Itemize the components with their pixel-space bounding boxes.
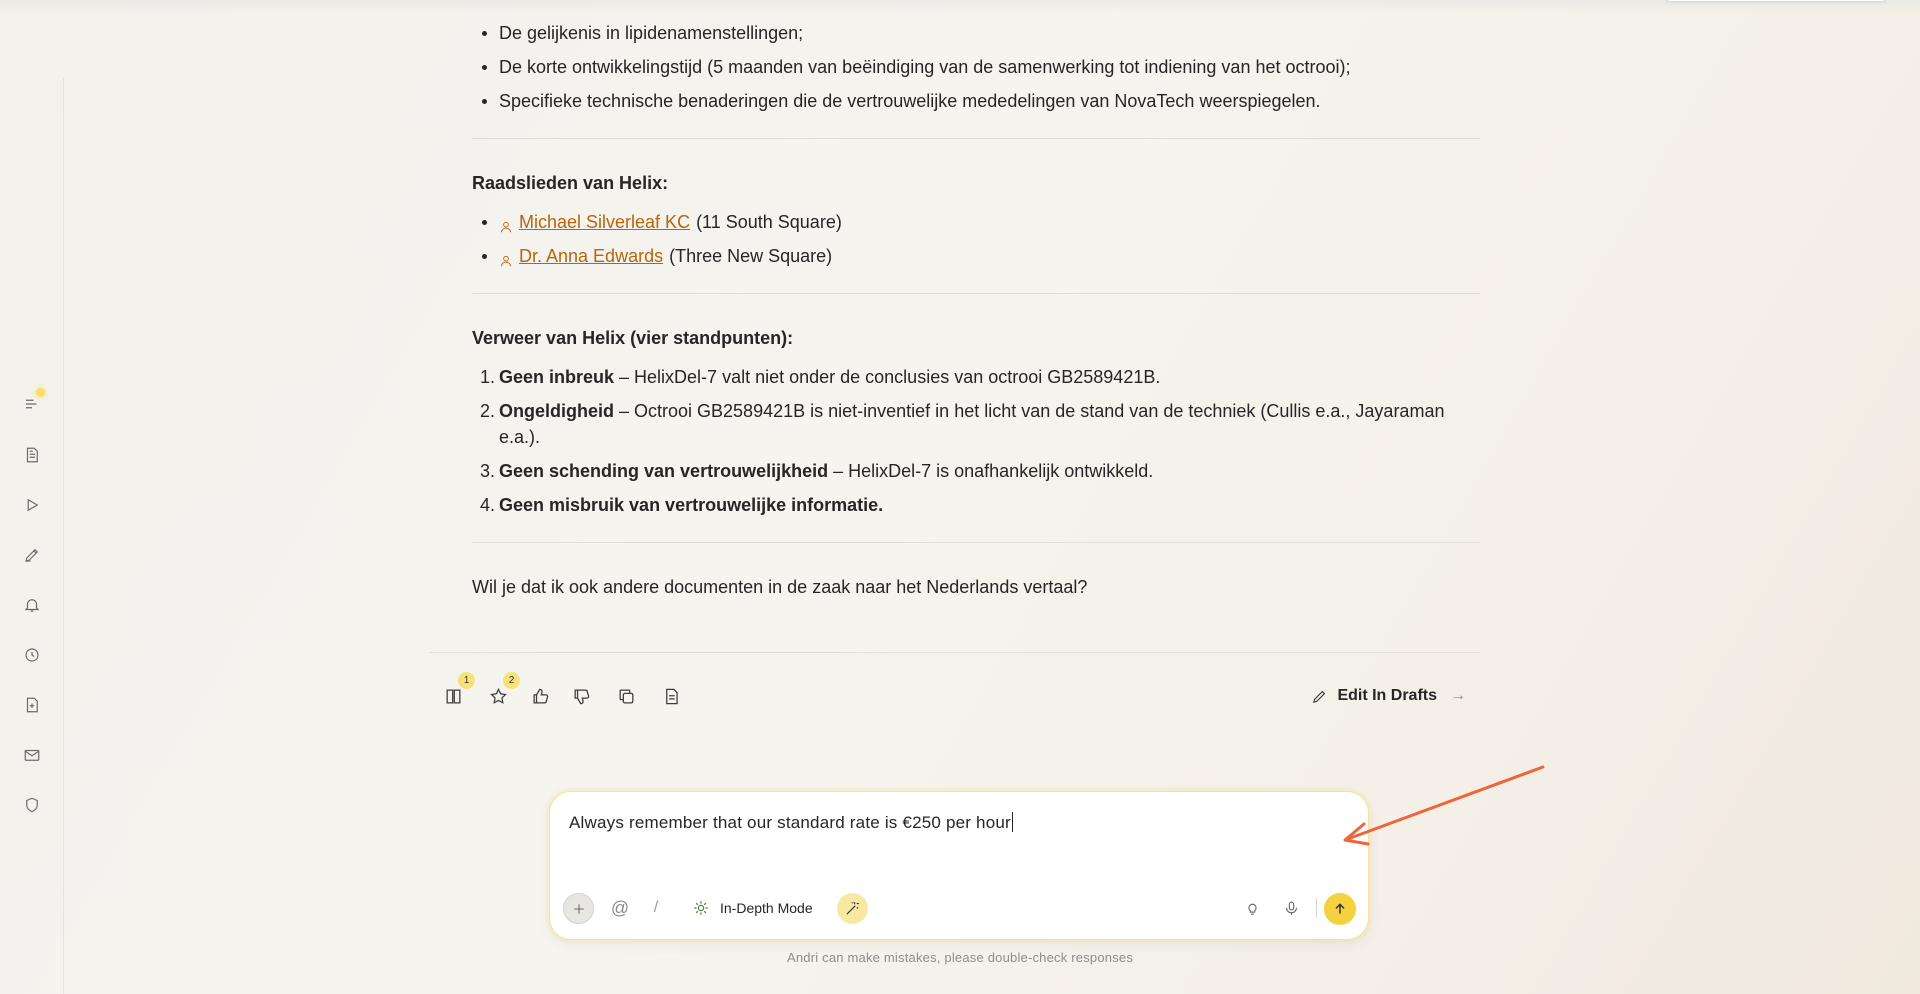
sidebar-history-icon[interactable] (20, 643, 44, 667)
counsel-link[interactable]: Dr. Anna Edwards (519, 246, 664, 266)
follow-up-question: Wil je dat ik ook andere documenten in de zaak naar het Nederlands vertaal? (472, 577, 1088, 597)
star-icon (489, 687, 508, 706)
counsel-item (472, 209, 1480, 235)
in-depth-mode-toggle[interactable] (692, 893, 813, 923)
edit-in-drafts-button[interactable] (1311, 683, 1466, 709)
voice-input-button[interactable] (1280, 893, 1302, 923)
message-actions (430, 652, 1480, 737)
counsel-list (472, 209, 1480, 269)
thumbs-down-icon (572, 687, 591, 706)
sidebar (0, 78, 64, 994)
book-icon (444, 687, 463, 706)
divider (472, 542, 1480, 543)
disclaimer: Andri can make mistakes, please double-check responses (786, 950, 1134, 965)
sidebar-add-file-icon[interactable] (20, 693, 44, 717)
enhance-prompt-button[interactable] (837, 893, 868, 924)
sidebar-shield-icon[interactable] (20, 793, 44, 817)
composer-input[interactable]: Always remember that our standard rate is €250 per hour (569, 813, 1011, 832)
thumbs-up-icon (531, 687, 550, 706)
message-composer[interactable] (549, 791, 1369, 940)
sources-button[interactable] (440, 675, 470, 709)
slash-command-button[interactable]: / (653, 899, 659, 916)
list-item: De gelijkenis in lipidenamenstellingen; (472, 20, 1480, 46)
defence-item: 1. Geen inbreuk – HelixDel-7 valt niet onder de conclusies van octrooi GB2589421B. (480, 367, 1161, 387)
assistant-message (472, 20, 1480, 600)
defence-item: 4. Geen misbruik van vertrouwelijke informatie. (480, 495, 884, 515)
edit-in-drafts-label: Edit In Drafts (1337, 687, 1437, 704)
magic-wand-icon (844, 900, 861, 917)
counsel-detail: (Three New Square) (669, 246, 833, 266)
toolbar-separator (1316, 898, 1317, 918)
counsel-detail: (11 South Square) (696, 212, 842, 232)
thumbs-down-button[interactable] (568, 683, 594, 709)
send-button[interactable] (1324, 893, 1356, 925)
counsel-heading: Raadslieden van Helix: (472, 173, 669, 193)
defence-heading: Verweer van Helix (vier standpunten): (472, 328, 794, 348)
person-icon (499, 249, 513, 263)
sidebar-documents-icon[interactable] (20, 443, 44, 467)
person-icon (499, 215, 513, 229)
favorite-button[interactable] (485, 675, 515, 709)
plus-icon (571, 901, 587, 917)
sidebar-mail-icon[interactable] (20, 743, 44, 767)
sidebar-play-icon[interactable] (20, 493, 44, 517)
sidebar-threads-icon[interactable] (20, 392, 44, 416)
mode-label: In-Depth Mode (720, 900, 813, 916)
defence-list (472, 364, 1480, 518)
top-fade (0, 0, 1920, 14)
text-caret (1012, 812, 1013, 832)
sidebar-draft-pen-icon[interactable] (20, 543, 44, 567)
lightbulb-icon (1244, 900, 1261, 917)
sidebar-bell-icon[interactable] (20, 593, 44, 617)
sources-badge: 1 (458, 672, 475, 689)
gear-icon (692, 899, 710, 917)
document-icon (662, 687, 681, 706)
arrow-right-icon: → (1450, 687, 1466, 704)
top-bullet-list (472, 20, 1480, 114)
list-item: Specifieke technische benaderingen die de vertrouwelijke mededelingen van NovaTech weerspiegelen. (472, 88, 1480, 114)
mention-button[interactable]: @ (610, 897, 630, 918)
suggestions-button[interactable] (1241, 893, 1263, 923)
arrow-up-icon (1332, 901, 1348, 917)
microphone-icon (1283, 900, 1300, 917)
export-document-button[interactable] (658, 683, 684, 709)
thumbs-up-button[interactable] (527, 683, 553, 709)
counsel-link[interactable]: Michael Silverleaf KC (519, 212, 691, 232)
top-right-card (1666, 0, 1886, 1)
annotation-arrow-icon (1330, 760, 1550, 860)
counsel-item (472, 243, 1480, 269)
defence-item: 2. Ongeldigheid – Octrooi GB2589421B is niet-inventief in het licht van de stand van de techniek (Cullis e.a., Jayaraman e.a.). (480, 401, 1445, 447)
divider (472, 138, 1480, 139)
add-attachment-button[interactable] (563, 893, 594, 924)
pencil-icon (1311, 688, 1328, 705)
favorites-badge: 2 (503, 672, 520, 689)
defence-item: 3. Geen schending van vertrouwelijkheid – HelixDel-7 is onafhankelijk ontwikkeld. (480, 461, 1154, 481)
divider (472, 293, 1480, 294)
copy-button[interactable] (613, 683, 639, 709)
list-item: De korte ontwikkelingstijd (5 maanden van beëindiging van de samenwerking tot indiening van het octrooi); (472, 54, 1480, 80)
copy-icon (617, 687, 636, 706)
